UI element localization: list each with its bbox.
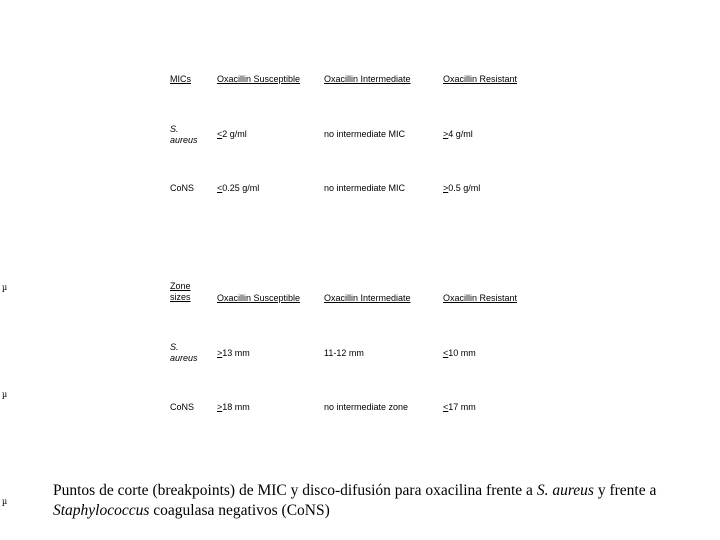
figure-caption: Puntos de corte (breakpoints) de MIC y disco-difusión para oxacilina frente a S. aureus y frente a Staphylococcus coagulasa negativos (CoNS) [53,482,657,519]
zone-row-organism: S. aureus [170,342,198,363]
zone-row-resistant: <17 mm [443,402,476,412]
mic-header-susceptible: Oxacillin Susceptible [217,74,301,84]
zone-row-intermediate: no intermediate zone [324,402,409,412]
mic-row-intermediate: no intermediate MIC [324,129,406,139]
side-mark: µ [2,497,8,506]
zone-header-intermediate: Oxacillin Intermediate [324,293,411,303]
mic-row-resistant: >0.5 g/ml [443,183,481,193]
mic-row-resistant: >4 g/ml [443,129,473,139]
zone-row-susceptible: >13 mm [217,348,250,358]
mic-row-susceptible: <2 g/ml [217,129,247,139]
mic-header-intermediate: Oxacillin Intermediate [324,74,411,84]
zone-row-organism: CoNS [170,402,195,412]
mic-header-label: MICs [170,74,191,84]
zone-row-susceptible: >18 mm [217,402,250,412]
side-mark: µ [2,390,8,399]
zone-header-susceptible: Oxacillin Susceptible [217,293,301,303]
mic-header-resistant: Oxacillin Resistant [443,74,518,84]
zone-header-label: Zone sizes [170,281,191,302]
mic-row-susceptible: <0.25 g/ml [217,183,260,193]
side-mark: µ [2,283,8,292]
zone-row-intermediate: 11-12 mm [324,348,364,358]
mic-row-intermediate: no intermediate MIC [324,183,406,193]
zone-header-resistant: Oxacillin Resistant [443,293,518,303]
zone-row-resistant: <10 mm [443,348,476,358]
mic-row-organism: S. aureus [170,124,198,145]
mic-row-organism: CoNS [170,183,195,193]
